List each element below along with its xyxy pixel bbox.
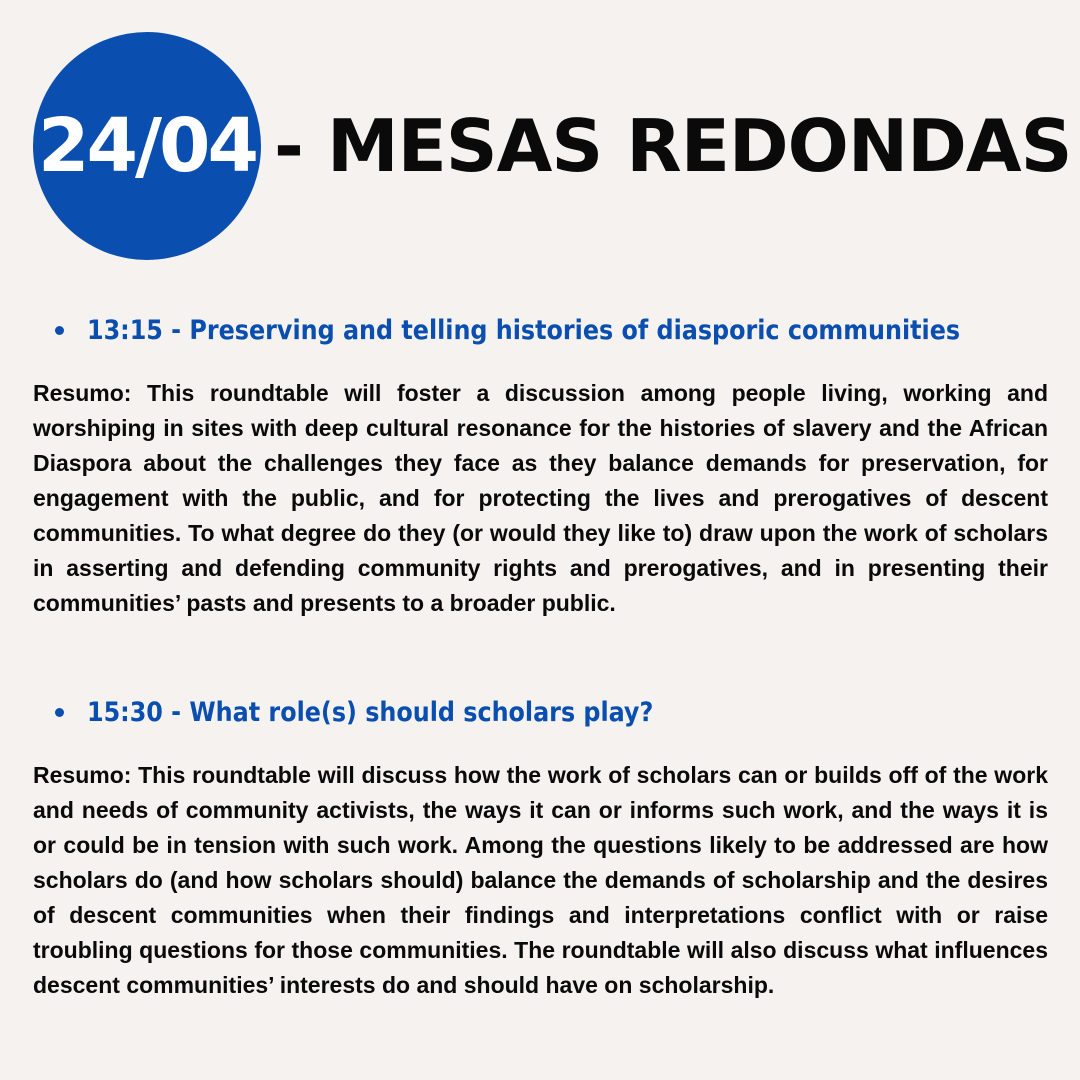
bullet-icon: [55, 326, 64, 335]
session-title: 13:15 - Preserving and telling histories of diasporic communities: [87, 314, 961, 346]
bullet-icon: [55, 708, 64, 717]
session-title: 15:30 - What role(s) should scholars play?: [87, 696, 654, 728]
event-date: 24/04: [38, 103, 256, 189]
session-heading: [33, 308, 1048, 352]
session-summary: Resumo: This roundtable will discuss how the work of scholars can or builds off of the work and needs of community activists, the ways it can or informs such work, and the ways it is or could be in tension with such work. Among the questions likely to be addressed are how scholars do (and how scholars should) balance the demands of scholarship and the desires of descent communities when their findings and interpretations conflict with or raise troubling questions for those communities. The roundtable will also discuss what influences descent communities’ interests do and should have on scholarship.: [33, 762, 1048, 998]
session-1: [33, 308, 1048, 644]
page-title: - MESAS REDONDAS: [274, 104, 1072, 188]
session-2: [33, 690, 1048, 1026]
session-heading: [33, 690, 1048, 734]
session-summary: Resumo: This roundtable will foster a discussion among people living, working and worshiping in sites with deep cultural resonance for the histories of slavery and the African Diaspora about the challenges they face as they balance demands for preservation, for engagement with the public, and for protecting the lives and prerogatives of descent communities. To what degree do they (or would they like to) draw upon the work of scholars in asserting and defending community rights and prerogatives, and in presenting their communities’ pasts and presents to a broader public.: [33, 380, 1048, 616]
